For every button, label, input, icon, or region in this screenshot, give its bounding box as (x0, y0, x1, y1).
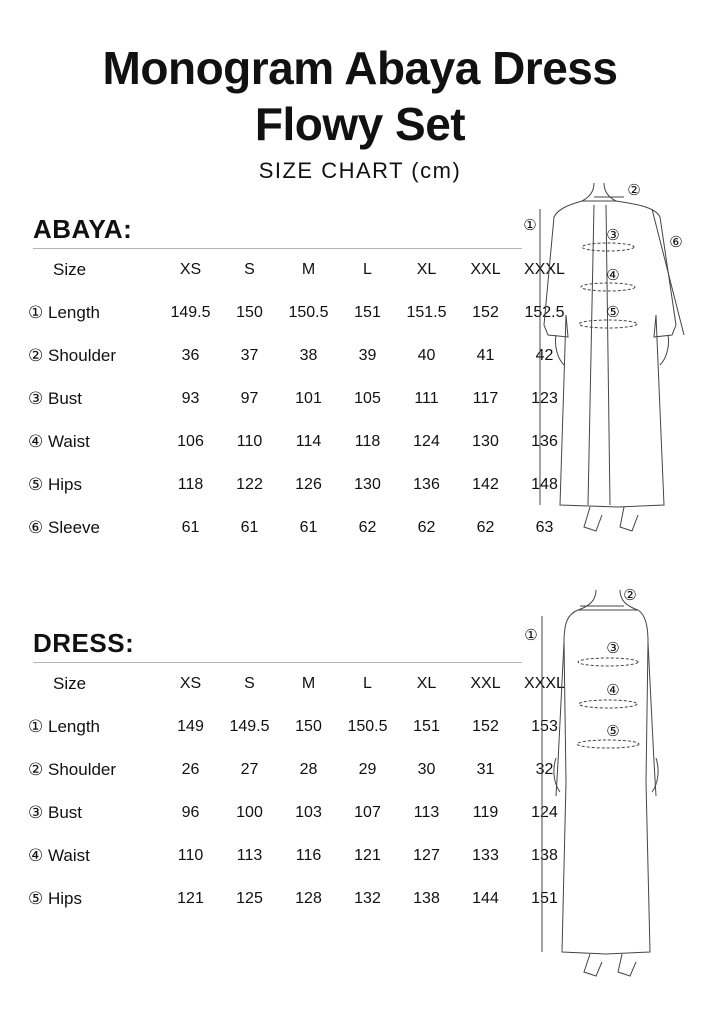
measure-value: 152.5 (524, 303, 565, 321)
size-col-xl: XL (416, 674, 437, 692)
page-title (0, 40, 720, 152)
figure-marker-shoulder: ② (623, 586, 637, 604)
measure-value: 111 (414, 389, 439, 407)
measure-value: 30 (417, 760, 436, 778)
table-row (28, 791, 574, 834)
table-row (28, 877, 574, 920)
row-label (28, 463, 161, 506)
measure-value: 153 (531, 717, 558, 735)
figure-marker-waist: ④ (606, 266, 620, 284)
table-row (28, 377, 574, 420)
measure-value: 151 (354, 303, 381, 321)
size-col-l: L (363, 674, 372, 692)
measure-value: 61 (299, 518, 318, 536)
measure-value: 101 (295, 389, 322, 407)
measure-label: Hips (48, 474, 83, 494)
abaya-heading: ABAYA: (33, 214, 133, 244)
measure-value: 149 (177, 717, 204, 735)
row-label (28, 705, 161, 748)
measure-value: 118 (354, 432, 381, 450)
row-label (28, 291, 161, 334)
measure-value: 118 (177, 475, 204, 493)
row-label (28, 334, 161, 377)
measure-value: 116 (295, 846, 322, 864)
title-line-2: Flowy Set (254, 98, 466, 150)
size-col-xxl: XXL (470, 260, 501, 278)
table-row (28, 291, 574, 334)
measure-marker: ⑤ (28, 888, 44, 908)
measure-value: 28 (299, 760, 318, 778)
figure-marker-bust: ③ (606, 226, 620, 244)
measure-value: 125 (236, 889, 263, 907)
row-label (28, 791, 161, 834)
measure-marker: ③ (28, 388, 44, 408)
table-row (28, 705, 574, 748)
measure-label: Hips (48, 888, 83, 908)
size-col-m: M (301, 674, 316, 692)
dress-size-table (28, 662, 574, 920)
row-label (28, 877, 161, 920)
abaya-size-table (28, 248, 574, 549)
figure-marker-hips: ⑤ (606, 722, 620, 740)
title-line-1: Monogram Abaya Dress (102, 42, 618, 94)
measure-value: 42 (535, 346, 554, 364)
measure-value: 149.5 (229, 717, 270, 735)
measure-value: 132 (354, 889, 381, 907)
measure-value: 38 (299, 346, 318, 364)
measure-value: 133 (472, 846, 499, 864)
measure-value: 151.5 (406, 303, 447, 321)
measure-value: 36 (181, 346, 200, 364)
size-header: Size (53, 259, 87, 279)
size-col-xl: XL (416, 260, 437, 278)
measure-value: 61 (240, 518, 259, 536)
dress-figure (520, 582, 720, 982)
measure-value: 127 (413, 846, 440, 864)
measure-value: 63 (535, 518, 554, 536)
measure-value: 96 (181, 803, 200, 821)
dress-heading: DRESS: (33, 628, 135, 658)
figure-marker-shoulder: ② (627, 181, 641, 199)
row-label (28, 834, 161, 877)
measure-marker: ④ (28, 845, 44, 865)
measure-marker: ③ (28, 802, 44, 822)
measure-marker: ⑤ (28, 474, 44, 494)
measure-label: Shoulder (48, 345, 117, 365)
abaya-figure (520, 175, 720, 545)
measure-value: 62 (358, 518, 377, 536)
measure-value: 39 (358, 346, 377, 364)
measure-value: 130 (472, 432, 499, 450)
table-row (28, 463, 574, 506)
measure-marker: ② (28, 345, 44, 365)
measure-value: 138 (531, 846, 558, 864)
size-col-xs: XS (179, 260, 202, 278)
measure-value: 138 (413, 889, 440, 907)
measure-value: 126 (295, 475, 322, 493)
measure-value: 31 (476, 760, 495, 778)
size-col-l: L (363, 260, 372, 278)
measure-value: 142 (472, 475, 499, 493)
measure-value: 124 (413, 432, 440, 450)
measure-value: 110 (177, 846, 204, 864)
size-col-m: M (301, 260, 316, 278)
size-col-xs: XS (179, 674, 202, 692)
measure-label: Length (48, 302, 100, 322)
measure-value: 41 (476, 346, 495, 364)
page-subtitle: SIZE CHART (cm) (258, 158, 462, 183)
measure-value: 136 (531, 432, 558, 450)
size-col-xxxl: XXXL (524, 674, 565, 692)
measure-marker: ① (28, 716, 44, 736)
measure-value: 119 (472, 803, 499, 821)
table-row (28, 748, 574, 791)
measure-value: 151 (531, 889, 558, 907)
measure-value: 40 (417, 346, 436, 364)
measure-value: 100 (236, 803, 263, 821)
measure-value: 128 (295, 889, 322, 907)
row-label (28, 377, 161, 420)
table-row (28, 420, 574, 463)
measure-value: 62 (476, 518, 495, 536)
measure-marker: ⑥ (28, 517, 44, 537)
figure-marker-length: ① (524, 626, 538, 644)
figure-marker-sleeve: ⑥ (669, 233, 683, 251)
measure-value: 121 (354, 846, 381, 864)
measure-value: 144 (472, 889, 499, 907)
measure-value: 27 (240, 760, 259, 778)
size-col-s: S (244, 674, 255, 692)
row-label (28, 748, 161, 791)
measure-value: 62 (417, 518, 436, 536)
measure-value: 150.5 (288, 303, 329, 321)
measure-value: 130 (354, 475, 381, 493)
measure-value: 114 (295, 432, 322, 450)
measure-value: 150.5 (347, 717, 388, 735)
measure-value: 105 (354, 389, 381, 407)
row-label (28, 420, 161, 463)
measure-value: 113 (236, 846, 263, 864)
measure-value: 124 (531, 803, 558, 821)
measure-label: Waist (48, 431, 90, 451)
measure-value: 136 (413, 475, 440, 493)
measure-value: 107 (354, 803, 381, 821)
measure-label: Bust (48, 802, 83, 822)
size-col-xxxl: XXXL (524, 260, 565, 278)
measure-value: 110 (236, 432, 263, 450)
measure-label: Bust (48, 388, 83, 408)
measure-value: 103 (295, 803, 322, 821)
measure-marker: ④ (28, 431, 44, 451)
measure-marker: ① (28, 302, 44, 322)
size-col-s: S (244, 260, 255, 278)
row-label (28, 506, 161, 549)
measure-label: Shoulder (48, 759, 117, 779)
measure-value: 123 (531, 389, 558, 407)
measure-value: 150 (236, 303, 263, 321)
measure-value: 32 (535, 760, 554, 778)
measure-value: 149.5 (170, 303, 211, 321)
table-header-row (28, 662, 574, 705)
measure-value: 152 (472, 717, 499, 735)
measure-label: Sleeve (48, 517, 100, 537)
figure-marker-hips: ⑤ (606, 303, 620, 321)
measure-value: 117 (472, 389, 499, 407)
measure-value: 26 (181, 760, 200, 778)
measure-value: 148 (531, 475, 558, 493)
figure-marker-waist: ④ (606, 681, 620, 699)
measure-value: 122 (236, 475, 263, 493)
table-row (28, 334, 574, 377)
size-col-xxl: XXL (470, 674, 501, 692)
measure-value: 61 (181, 518, 200, 536)
table-header-row (28, 248, 574, 291)
measure-value: 37 (240, 346, 259, 364)
measure-label: Waist (48, 845, 90, 865)
measure-value: 29 (358, 760, 377, 778)
table-row (28, 506, 574, 549)
measure-value: 151 (413, 717, 440, 735)
measure-label: Length (48, 716, 100, 736)
figure-marker-length: ① (523, 216, 537, 234)
measure-marker: ② (28, 759, 44, 779)
measure-value: 152 (472, 303, 499, 321)
size-header: Size (53, 673, 87, 693)
measure-value: 97 (240, 389, 259, 407)
figure-marker-bust: ③ (606, 639, 620, 657)
measure-value: 93 (181, 389, 200, 407)
measure-value: 106 (177, 432, 204, 450)
measure-value: 113 (413, 803, 440, 821)
measure-value: 121 (177, 889, 204, 907)
table-row (28, 834, 574, 877)
measure-value: 150 (295, 717, 322, 735)
